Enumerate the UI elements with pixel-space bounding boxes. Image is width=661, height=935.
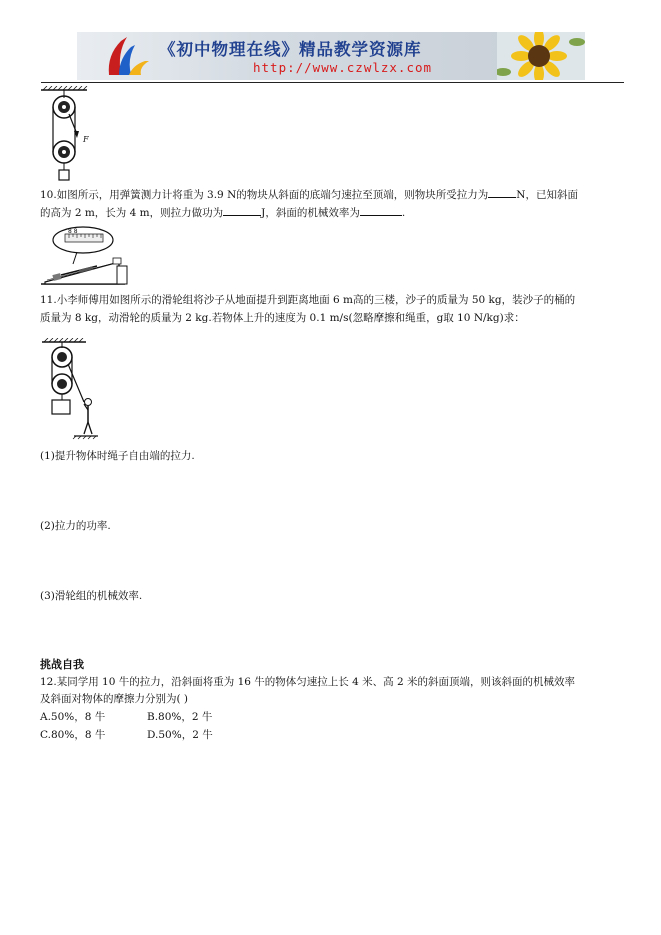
section-title: 挑战自我: [40, 658, 84, 671]
q10-text-e: .: [401, 207, 406, 219]
header-banner: [77, 32, 585, 80]
scale-label: 8 8: [68, 228, 78, 235]
q10-text-a: 10.如图所示，用弹簧测力计将重为 3.9 N的物块从斜面的底端匀速拉至顶端，则物块所受拉力为: [40, 189, 489, 201]
q10-text-c: 的高为 2 m，长为 4 m，则拉力做功为: [40, 207, 224, 219]
incline-figure: [39, 226, 129, 288]
q11-sub-1: (1)提升物体时绳子自由端的拉力.: [40, 450, 195, 462]
banner-title: 《初中物理在线》精品教学资源库: [159, 40, 422, 59]
q10-text-d: J，斜面的机械效率为: [261, 207, 360, 219]
q10-blank-work: [223, 204, 261, 216]
force-label: F: [83, 135, 89, 144]
pulley-figure-1: [39, 86, 99, 184]
q12-option-b: B.80%，2 牛: [147, 711, 213, 723]
q10-text-b: N，已知斜面: [516, 189, 578, 201]
q10-line-2: [40, 204, 405, 222]
header-rule: [41, 82, 624, 83]
q12-option-a: A.50%，8 牛: [40, 711, 106, 723]
q12-option-d: D.50%，2 牛: [147, 729, 213, 741]
q10-line-1: [40, 186, 578, 204]
q11-sub-3: (3)滑轮组的机械效率.: [40, 590, 143, 602]
q12-line-1: 12.某同学用 10 牛的拉力，沿斜面将重为 16 牛的物体匀速拉上长 4 米、高 2 米的斜面顶端，则该斜面的机械效率: [40, 676, 575, 688]
q11-line-1: 11.小李师傅用如图所示的滑轮组将沙子从地面提升到距离地面 6 m高的三楼，沙子的质量为 50 kg，装沙子的桶的: [40, 294, 576, 306]
q10-blank-force: [488, 186, 516, 198]
pulley-figure-2: [40, 338, 100, 440]
q11-line-2: 质量为 8 kg，动滑轮的质量为 2 kg.若物体上升的速度为 0.1 m/s(忽略摩擦和绳重，g取 10 N/kg)求：: [40, 312, 525, 324]
q11-sub-2: (2)拉力的功率.: [40, 520, 111, 532]
sunflower-image: [497, 32, 585, 80]
q10-blank-efficiency: [360, 204, 402, 216]
q12-option-c: C.80%，8 牛: [40, 729, 106, 741]
q12-line-2: 及斜面对物体的摩擦力分别为( ): [40, 693, 189, 705]
site-logo-icon: [105, 35, 151, 77]
banner-url: http://www.czwlzx.com: [253, 60, 433, 75]
